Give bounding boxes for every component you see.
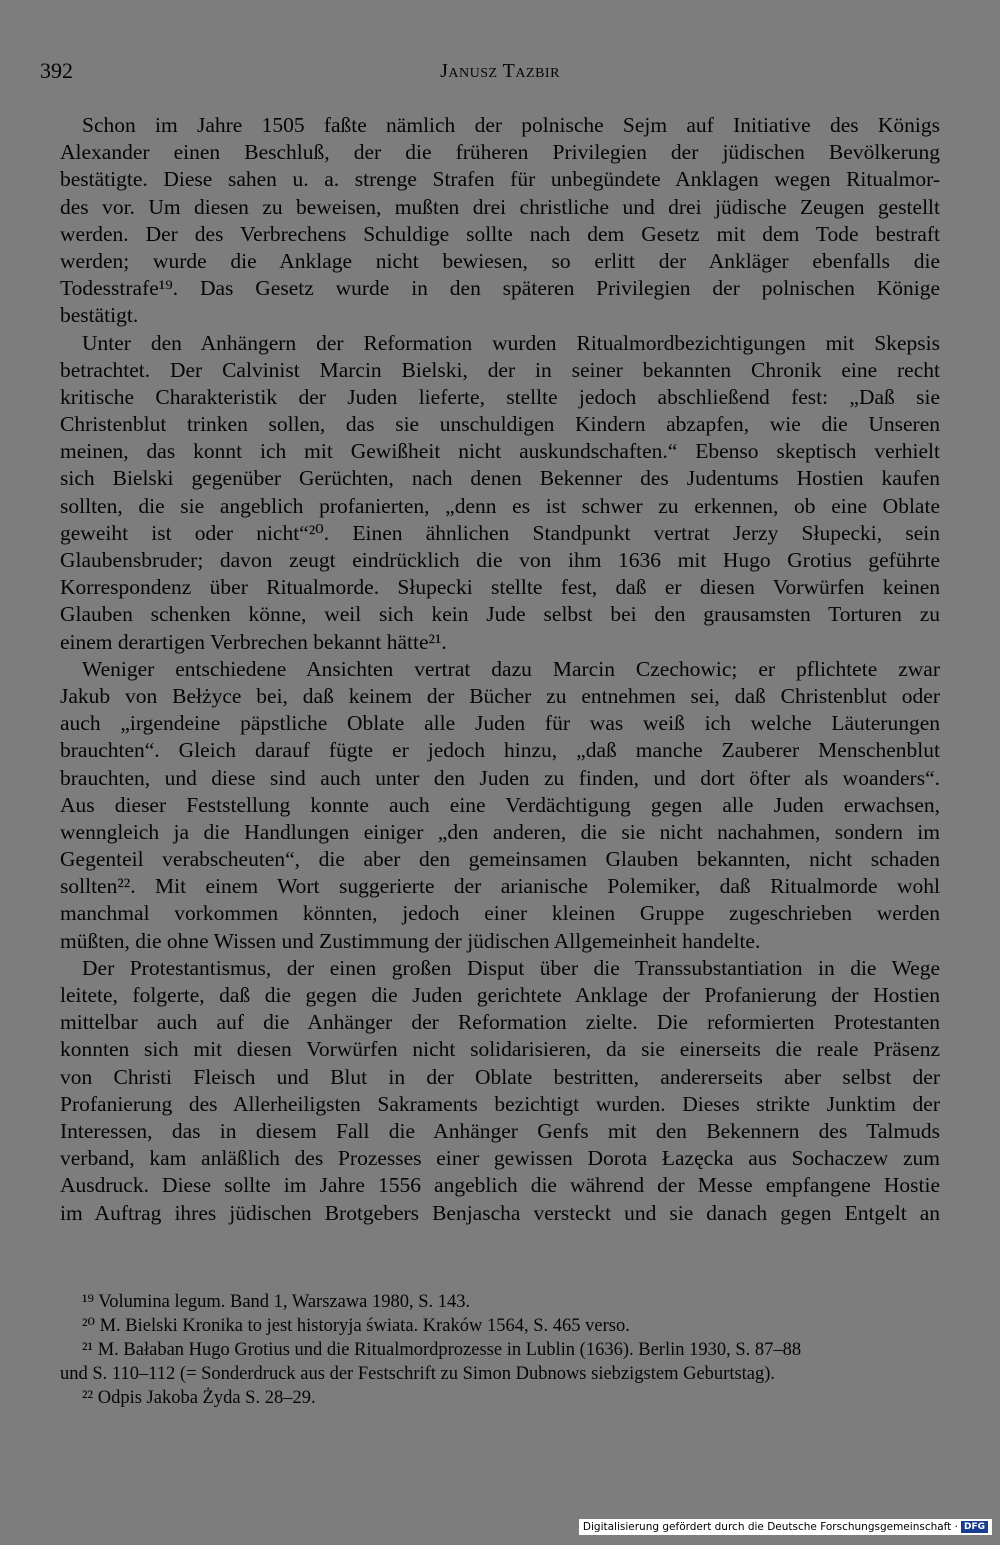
text-line: sich Bielski gegenüber Gerüchten, nach denen Bekenner des Judentums Hostien kaufen (60, 466, 940, 491)
text-line: Korrespondenz über Ritualmorde. Słupecki stellte fest, daß er diesen Vorwürfen keinen (60, 575, 940, 600)
text-line: leitete, folgerte, daß die gegen die Juden gerichtete Anklage der Profanierung der Hostien (60, 983, 940, 1007)
dfg-logo-icon: DFG (961, 1521, 988, 1533)
text-line: einem derartigen Verbrechen bekannt hätte²¹. (60, 629, 447, 654)
text-line: bestätigt. (60, 303, 139, 328)
text-line: kritische Charakteristik der Juden lieferte, stellte jedoch abschließend fest: „Daß sie (60, 384, 940, 409)
text-line: mittelbar auch auf die Anhänger der Reformation zielte. Die reformierten Protestanten (60, 1010, 940, 1035)
text-line: Todesstrafe¹⁹. Das Gesetz wurde in den späteren Privilegien der polnischen Könige (60, 276, 940, 301)
text-line: Interessen, das in diesem Fall die Anhänger Genfs mit den Bekennern des Talmuds (60, 1118, 940, 1143)
text-line: brauchten“. Gleich darauf fügte er jedoch hinzu, „daß manche Zauberer Menschenblut (60, 738, 940, 763)
text-line: konnten sich mit diesen Vorwürfen nicht solidarisieren, da sie einerseits die reale Präsenz (60, 1037, 940, 1062)
text-line: betrachtet. Der Calvinist Marcin Bielski, der in seiner bekannten Chronik eine recht (60, 357, 940, 382)
text-line: des vor. Um diesen zu beweisen, mußten drei christliche und drei jüdische Zeugen gestellt (60, 194, 940, 219)
text-line: bestätigte. Diese sahen u. a. strenge Strafen für unbegündete Anklagen wegen Ritualmor- (60, 167, 940, 192)
text-line: Christenblut trinken sollen, das sie unschuldigen Kindern abzapfen, wie die Unseren (60, 412, 940, 437)
text-line: sollten²². Mit einem Wort suggerierte der arianische Polemiker, daß Ritualmorde wohl (60, 874, 940, 899)
footnotes (60, 1290, 940, 1410)
running-head: Janusz Tazbir (440, 60, 560, 82)
text-line: Profanierung des Allerheiligsten Sakraments bezichtigt wurden. Dieses strikte Junktim der (60, 1091, 940, 1116)
text-line: Ausdruck. Diese sollte im Jahre 1556 angeblich die während der Messe empfangene Hostie (60, 1173, 940, 1198)
text-line: Alexander einen Beschluß, der die früheren Privilegien der jüdischen Bevölkerung (60, 140, 940, 165)
text-line: geweiht ist oder nicht“²⁰. Einen ähnlichen Standpunkt vertrat Jerzy Słupecki, sein (60, 520, 940, 545)
text-line: Weniger entschiedene Ansichten vertrat dazu Marcin Czechowic; er pflichtete zwar (82, 656, 940, 681)
text-line: müßten, die ohne Wissen und Zustimmung der jüdischen Allgemeinheit handelte. (60, 928, 761, 953)
footnote: ²⁰ M. Bielski Kronika to jest historyja świata. Kraków 1564, S. 465 verso. (82, 1316, 630, 1336)
text-line: auch „irgendeine päpstliche Oblate alle Juden für was weiß ich welche Läuterungen (60, 711, 940, 736)
text-line: Schon im Jahre 1505 faßte nämlich der polnische Sejm auf Initiative des Königs (82, 113, 940, 137)
text-line: brauchten, und diese sind auch unter den Juden zu finden, und dort öfter als woanders“. (60, 765, 940, 790)
text-line: manchmal vorkommen könnten, jedoch einer kleinen Gruppe zugeschrieben werden (60, 901, 940, 926)
text-line: Glaubensbruder; davon zeugt eindrücklich die von ihm 1636 mit Hugo Grotius geführte (60, 548, 940, 572)
text-line: meinen, das konnt ich mit Gewißheit nicht auskundschaften.“ Ebenso skeptisch verhielt (60, 439, 940, 464)
footnote-continuation: und S. 110–112 (= Sonderdruck aus der Festschrift zu Simon Dubnows siebzigstem Geburtstag). (60, 1364, 776, 1384)
footnote: ²¹ M. Bałaban Hugo Grotius und die Ritualmordprozesse in Lublin (1636). Berlin 1930, S. 87–88 (82, 1340, 802, 1360)
text-line: Unter den Anhängern der Reformation wurden Ritualmordbezichtigungen mit Skepsis (82, 330, 940, 355)
text-line: Glauben schenken könne, weil sich kein Jude selbst bei den grausamsten Torturen zu (60, 602, 940, 627)
text-line: von Christi Fleisch und Blut in der Oblate bestritten, andererseits aber selbst der (60, 1064, 940, 1089)
footnote: ²² Odpis Jakoba Żyda S. 28–29. (82, 1388, 316, 1408)
text-line: Jakub von Bełżyce bei, daß keinem der Bücher zu entnehmen sei, daß Christenblut oder (60, 683, 940, 708)
footnote: ¹⁹ Volumina legum. Band 1, Warszawa 1980, S. 143. (82, 1292, 471, 1312)
text-line: verband, kam anläßlich des Prozesses einer gewissen Dorota Łazęcka aus Sochaczew zum (60, 1146, 940, 1171)
text-line: Gegenteil verabscheuten“, die aber den gemeinsamen Glauben bekannten, nicht schaden (60, 847, 940, 872)
text-line: sollten, die sie angeblich profanierten, „denn es ist schwer zu erkennen, ob eine Oblate (60, 493, 940, 518)
text-line: werden. Der des Verbrechens Schuldige sollte nach dem Gesetz mit dem Tode bestraft (60, 221, 940, 246)
text-line: werden; wurde die Anklage nicht bewiesen, so erlitt der Ankläger ebenfalls die (60, 248, 940, 273)
page-number: 392 (40, 58, 73, 83)
body-text (60, 112, 940, 1227)
text-line: wenngleich ja die Handlungen einiger „den anderen, die sie nicht nachahmen, sondern im (60, 819, 940, 844)
dfg-credit (579, 1519, 992, 1535)
credit-text: Digitalisierung gefördert durch die Deutsche Forschungsgemeinschaft · (582, 1521, 958, 1533)
text-line: Aus dieser Feststellung konnte auch eine Verdächtigung gegen alle Juden erwachsen, (60, 792, 940, 817)
text-line: Der Protestantismus, der einen großen Disput über die Transsubstantiation in die Wege (82, 955, 940, 980)
text-line: im Auftrag ihres jüdischen Brotgebers Benjascha versteckt und sie danach gegen Entgelt an (60, 1200, 940, 1225)
